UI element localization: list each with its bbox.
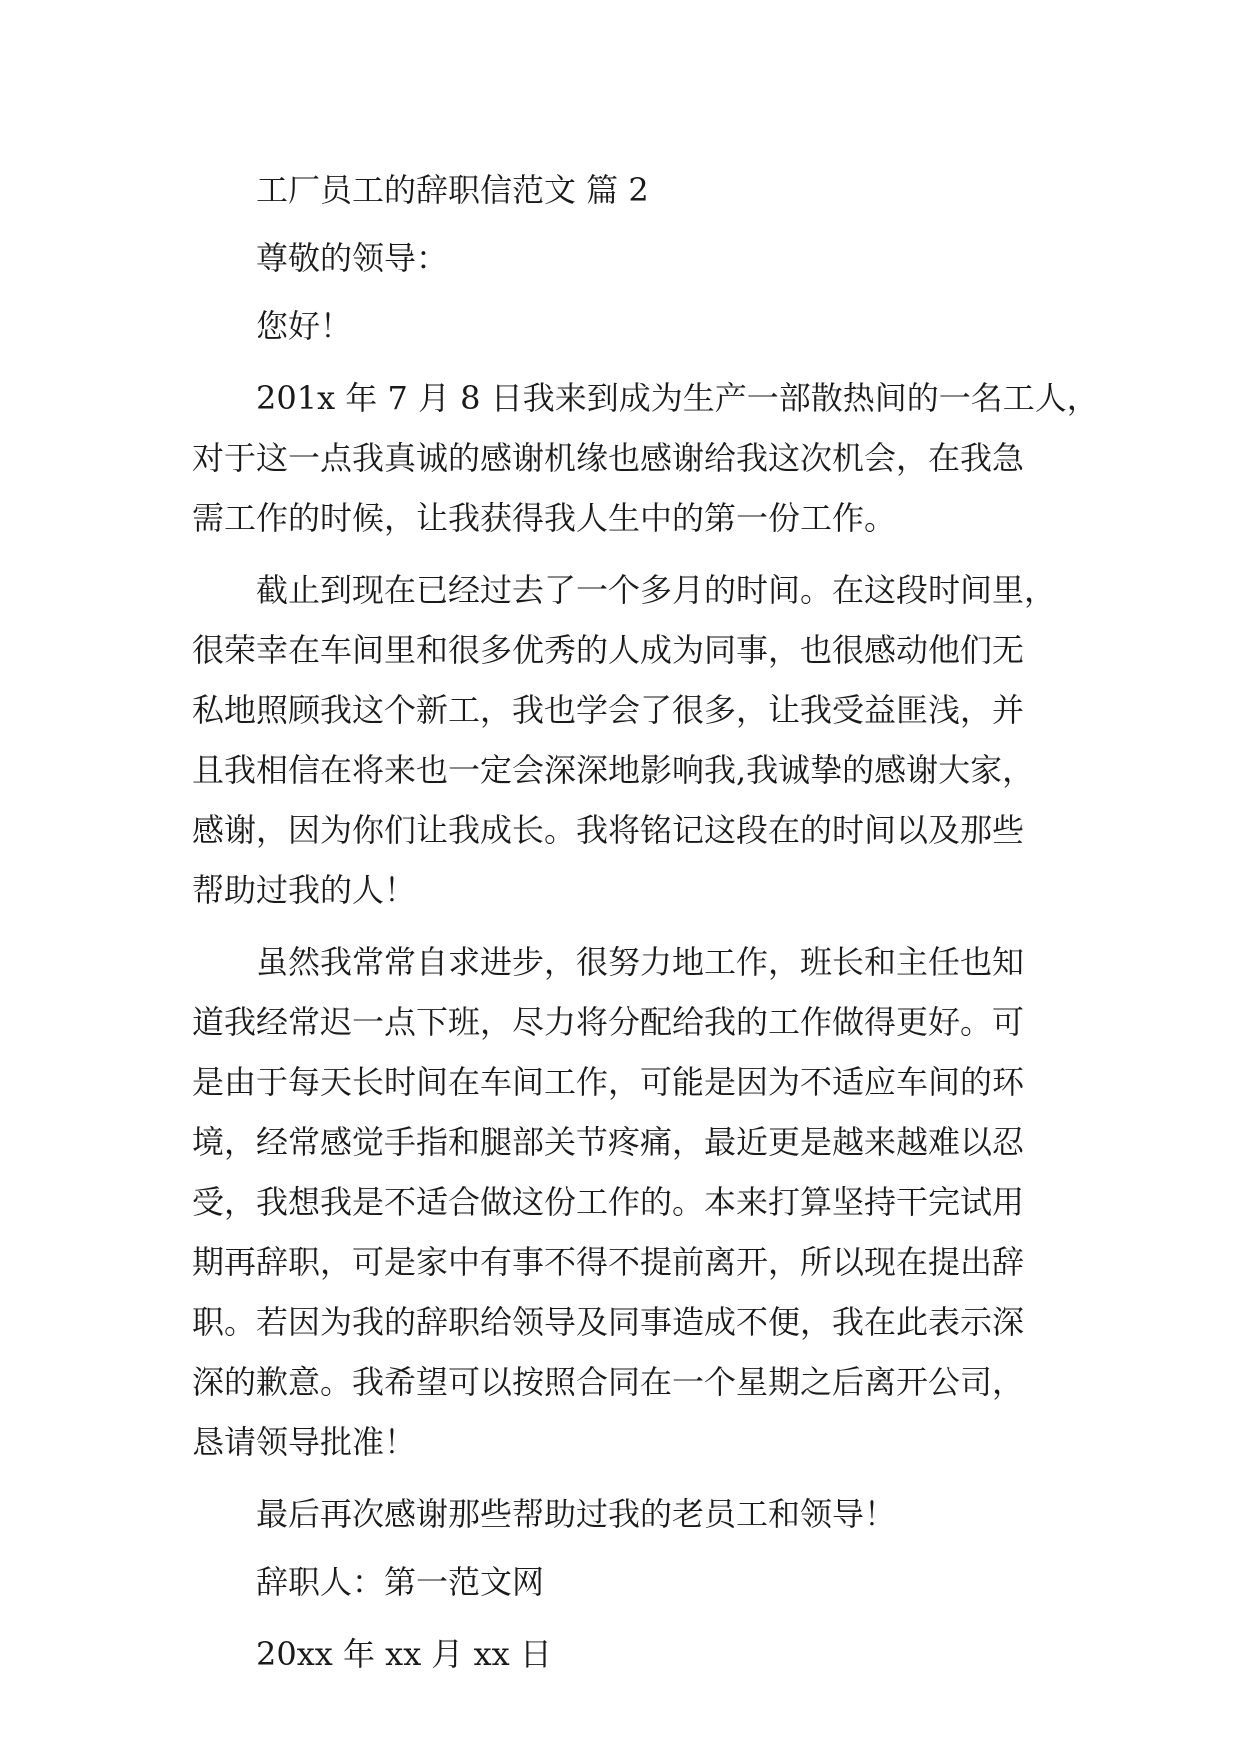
date-line xyxy=(192,1624,1062,1684)
text-line: 且我相信在将来也一定会深深地影响我,我诚挚的感谢大家， xyxy=(192,751,1035,789)
text-line: 恳请领导批准！ xyxy=(192,1423,417,1461)
body-paragraph-3 xyxy=(192,932,1062,1472)
salutation xyxy=(192,228,1062,288)
text-line: 需工作的时候，让我获得我人生中的第一份工作。 xyxy=(192,499,897,537)
text-line: 受，我想我是不适合做这份工作的。本来打算坚持干完试用 xyxy=(192,1183,1025,1221)
text-line: 最后再次感谢那些帮助过我的老员工和领导！ xyxy=(256,1495,897,1533)
text-line: 期再辞职，可是家中有事不得不提前离开，所以现在提出辞 xyxy=(192,1243,1025,1281)
signature xyxy=(192,1552,1062,1612)
text-line: 是由于每天长时间在车间工作，可能是因为不适应车间的环 xyxy=(192,1063,1025,1101)
letter-title xyxy=(192,160,1062,220)
text-line: 私地照顾我这个新工，我也学会了很多，让我受益匪浅，并 xyxy=(192,691,1025,729)
text-line: 虽然我常常自求进步，很努力地工作，班长和主任也知 xyxy=(256,943,1025,981)
text-line: 职。若因为我的辞职给领导及同事造成不便，我在此表示深 xyxy=(192,1303,1025,1341)
text-line: 感谢，因为你们让我成长。我将铭记这段在的时间以及那些 xyxy=(192,811,1025,849)
text-line: 深的歉意。我希望可以按照合同在一个星期之后离开公司， xyxy=(192,1363,1025,1401)
text-line: 很荣幸在车间里和很多优秀的人成为同事，也很感动他们无 xyxy=(192,631,1025,669)
text-line: 帮助过我的人！ xyxy=(192,871,417,909)
text-line: 道我经常迟一点下班，尽力将分配给我的工作做得更好。可 xyxy=(192,1003,1025,1041)
text-line: 201x 年 7 月 8 日我来到成为生产一部散热间的一名工人， xyxy=(256,379,1099,417)
text-line: 您好！ xyxy=(256,307,353,345)
letter-body xyxy=(192,160,1099,1684)
closing-thanks xyxy=(192,1484,1062,1544)
text-line: 20xx 年 xx 月 xx 日 xyxy=(256,1635,552,1673)
body-paragraph-1 xyxy=(192,368,1099,548)
text-line: 境，经常感觉手指和腿部关节疼痛，最近更是越来越难以忍 xyxy=(192,1123,1025,1161)
text-line: 工厂员工的辞职信范文 篇 2 xyxy=(256,171,649,209)
text-line: 对于这一点我真诚的感谢机缘也感谢给我这次机会，在我急 xyxy=(192,439,1025,477)
text-line: 尊敬的领导： xyxy=(256,239,449,277)
text-line: 辞职人：第一范文网 xyxy=(256,1563,545,1601)
text-line: 截止到现在已经过去了一个多月的时间。在这段时间里， xyxy=(256,571,1057,609)
greeting xyxy=(192,296,1062,356)
body-paragraph-2 xyxy=(192,560,1062,920)
